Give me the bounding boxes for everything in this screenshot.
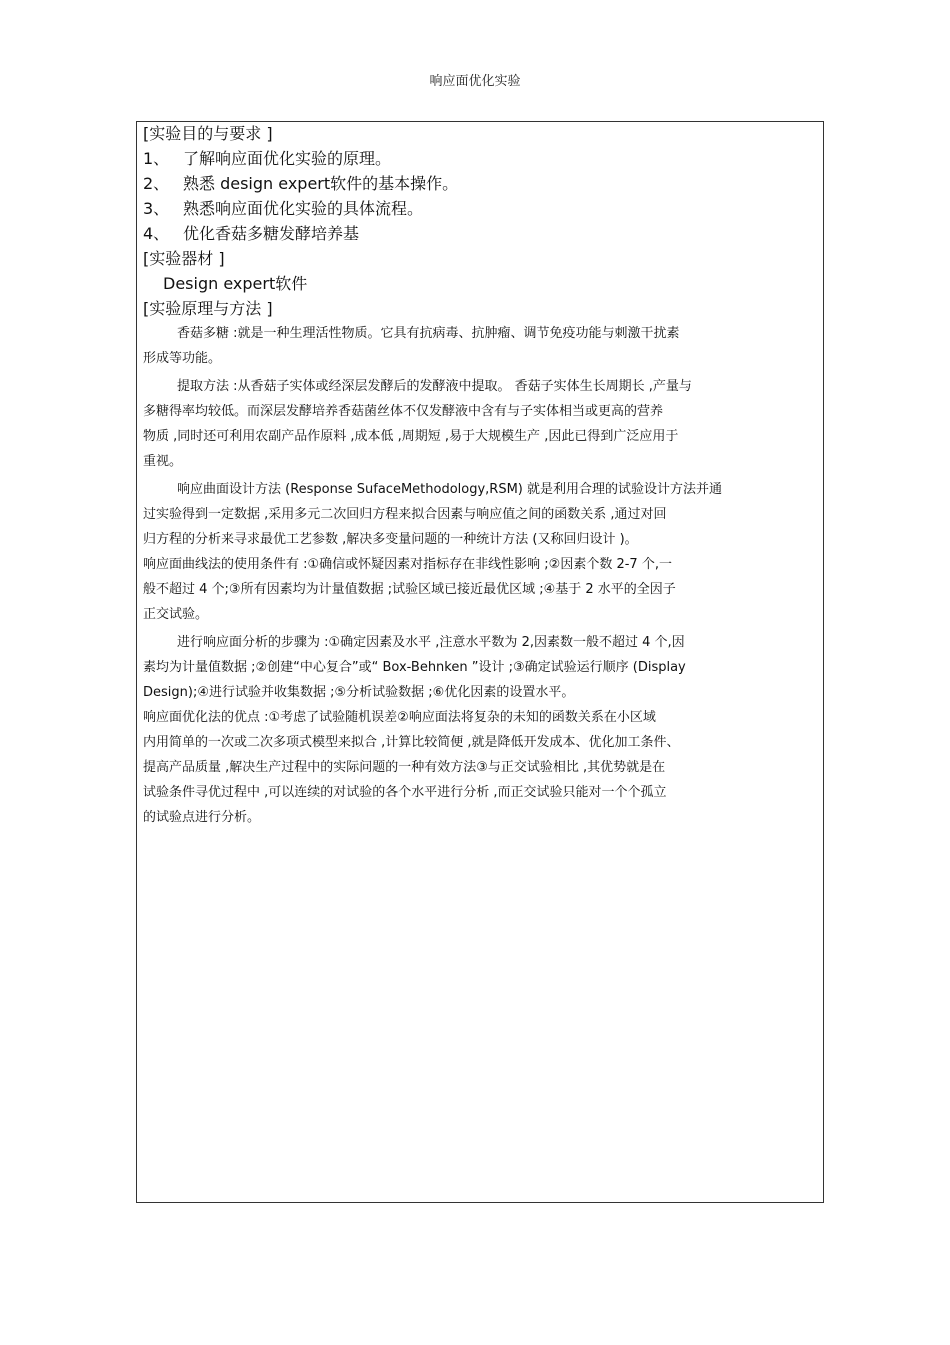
purpose-item-2 <box>143 171 823 196</box>
principle-heading: [实验原理与方法 ] <box>143 299 273 318</box>
purpose-item-text: 了解响应面优化实验的原理。 <box>183 149 392 168</box>
paragraph-steps <box>143 630 823 830</box>
paragraph-line: Design);④进行试验并收集数据 ;⑤分析试验数据 ;⑥优化因素的设置水平。 <box>143 685 575 700</box>
purpose-item-text: 熟悉 design expert软件的基本操作。 <box>183 174 459 193</box>
paragraph-line: 响应曲面设计方法 (Response SufaceMethodology,RSM) 就是利用合理的试验设计方法并通 <box>177 482 723 497</box>
paragraph-extraction <box>143 374 823 474</box>
purpose-item-4 <box>143 221 823 246</box>
paragraph-line: 过实验得到一定数据 ,采用多元二次回归方程来拟合因素与响应值之间的函数关系 ,通过对回 <box>143 507 667 522</box>
paragraph-line: 正交试验。 <box>143 607 209 622</box>
purpose-item-text: 熟悉响应面优化实验的具体流程。 <box>183 199 424 218</box>
paragraph-line: 素均为计量值数据 ;②创建“中心复合”或“ Box-Behnken ”设计 ;③确定试验运行顺序 (Display <box>143 660 686 675</box>
paragraph-lentinan <box>143 321 823 371</box>
paragraph-line: 的试验点进行分析。 <box>143 810 261 825</box>
purpose-item-1 <box>143 146 823 171</box>
purpose-item-number: 1、 <box>143 149 170 168</box>
purpose-item-text: 优化香菇多糖发酵培养基 <box>183 224 360 243</box>
purpose-item-number: 4、 <box>143 224 170 243</box>
paragraph-line: 提高产品质量 ,解决生产过程中的实际问题的一种有效方法③与正交试验相比 ,其优势就是在 <box>143 760 666 775</box>
purpose-item-3 <box>143 196 823 221</box>
paragraph-line: 响应面优化法的优点 :①考虑了试验随机误差②响应面法将复杂的未知的函数关系在小区域 <box>143 710 656 725</box>
purpose-heading: [实验目的与要求 ] <box>143 124 273 143</box>
paragraph-line: 进行响应面分析的步骤为 :①确定因素及水平 ,注意水平数为 2,因素数一般不超过 4 个,因 <box>177 635 685 650</box>
paragraph-line: 响应面曲线法的使用条件有 :①确信或怀疑因素对指标存在非线性影响 ;②因素个数 2-7 个,一 <box>143 557 672 572</box>
paragraph-line: 重视。 <box>143 454 183 469</box>
paragraph-line: 归方程的分析来寻求最优工艺参数 ,解决多变量问题的一种统计方法 (又称回归设计 )。 <box>143 532 638 547</box>
paragraph-rsm <box>143 477 823 627</box>
page-header-title: 响应面优化实验 <box>429 74 521 89</box>
purpose-item-number: 2、 <box>143 174 170 193</box>
paragraph-line: 试验条件寻优过程中 ,可以连续的对试验的各个水平进行分析 ,而正交试验只能对一个个孤立 <box>143 785 667 800</box>
purpose-item-number: 3、 <box>143 199 170 218</box>
paragraph-line: 提取方法 :从香菇子实体或经深层发酵后的发酵液中提取。 香菇子实体生长周期长 ,产量与 <box>177 379 692 394</box>
report-content <box>143 121 823 830</box>
paragraph-line: 物质 ,同时还可利用农副产品作原料 ,成本低 ,周期短 ,易于大规模生产 ,因此已得到广泛应用于 <box>143 429 679 444</box>
paragraph-line: 香菇多糖 :就是一种生理活性物质。它具有抗病毒、抗肿瘤、调节免疫功能与刺激干扰素 <box>177 326 680 341</box>
paragraph-line: 形成等功能。 <box>143 351 222 366</box>
paragraph-line: 般不超过 4 个;③所有因素均为计量值数据 ;试验区域已接近最优区域 ;④基于 2 水平的全因子 <box>143 582 676 597</box>
paragraph-line: 多糖得率均较低。而深层发酵培养香菇菌丝体不仅发酵液中含有与子实体相当或更高的营养 <box>143 404 664 419</box>
equipment-text: Design expert软件 <box>163 274 308 293</box>
paragraph-line: 内用简单的一次或二次多项式模型来拟合 ,计算比较简便 ,就是降低开发成本、优化加工条件、 <box>143 735 680 750</box>
equipment-heading: [实验器材 ] <box>143 249 225 268</box>
